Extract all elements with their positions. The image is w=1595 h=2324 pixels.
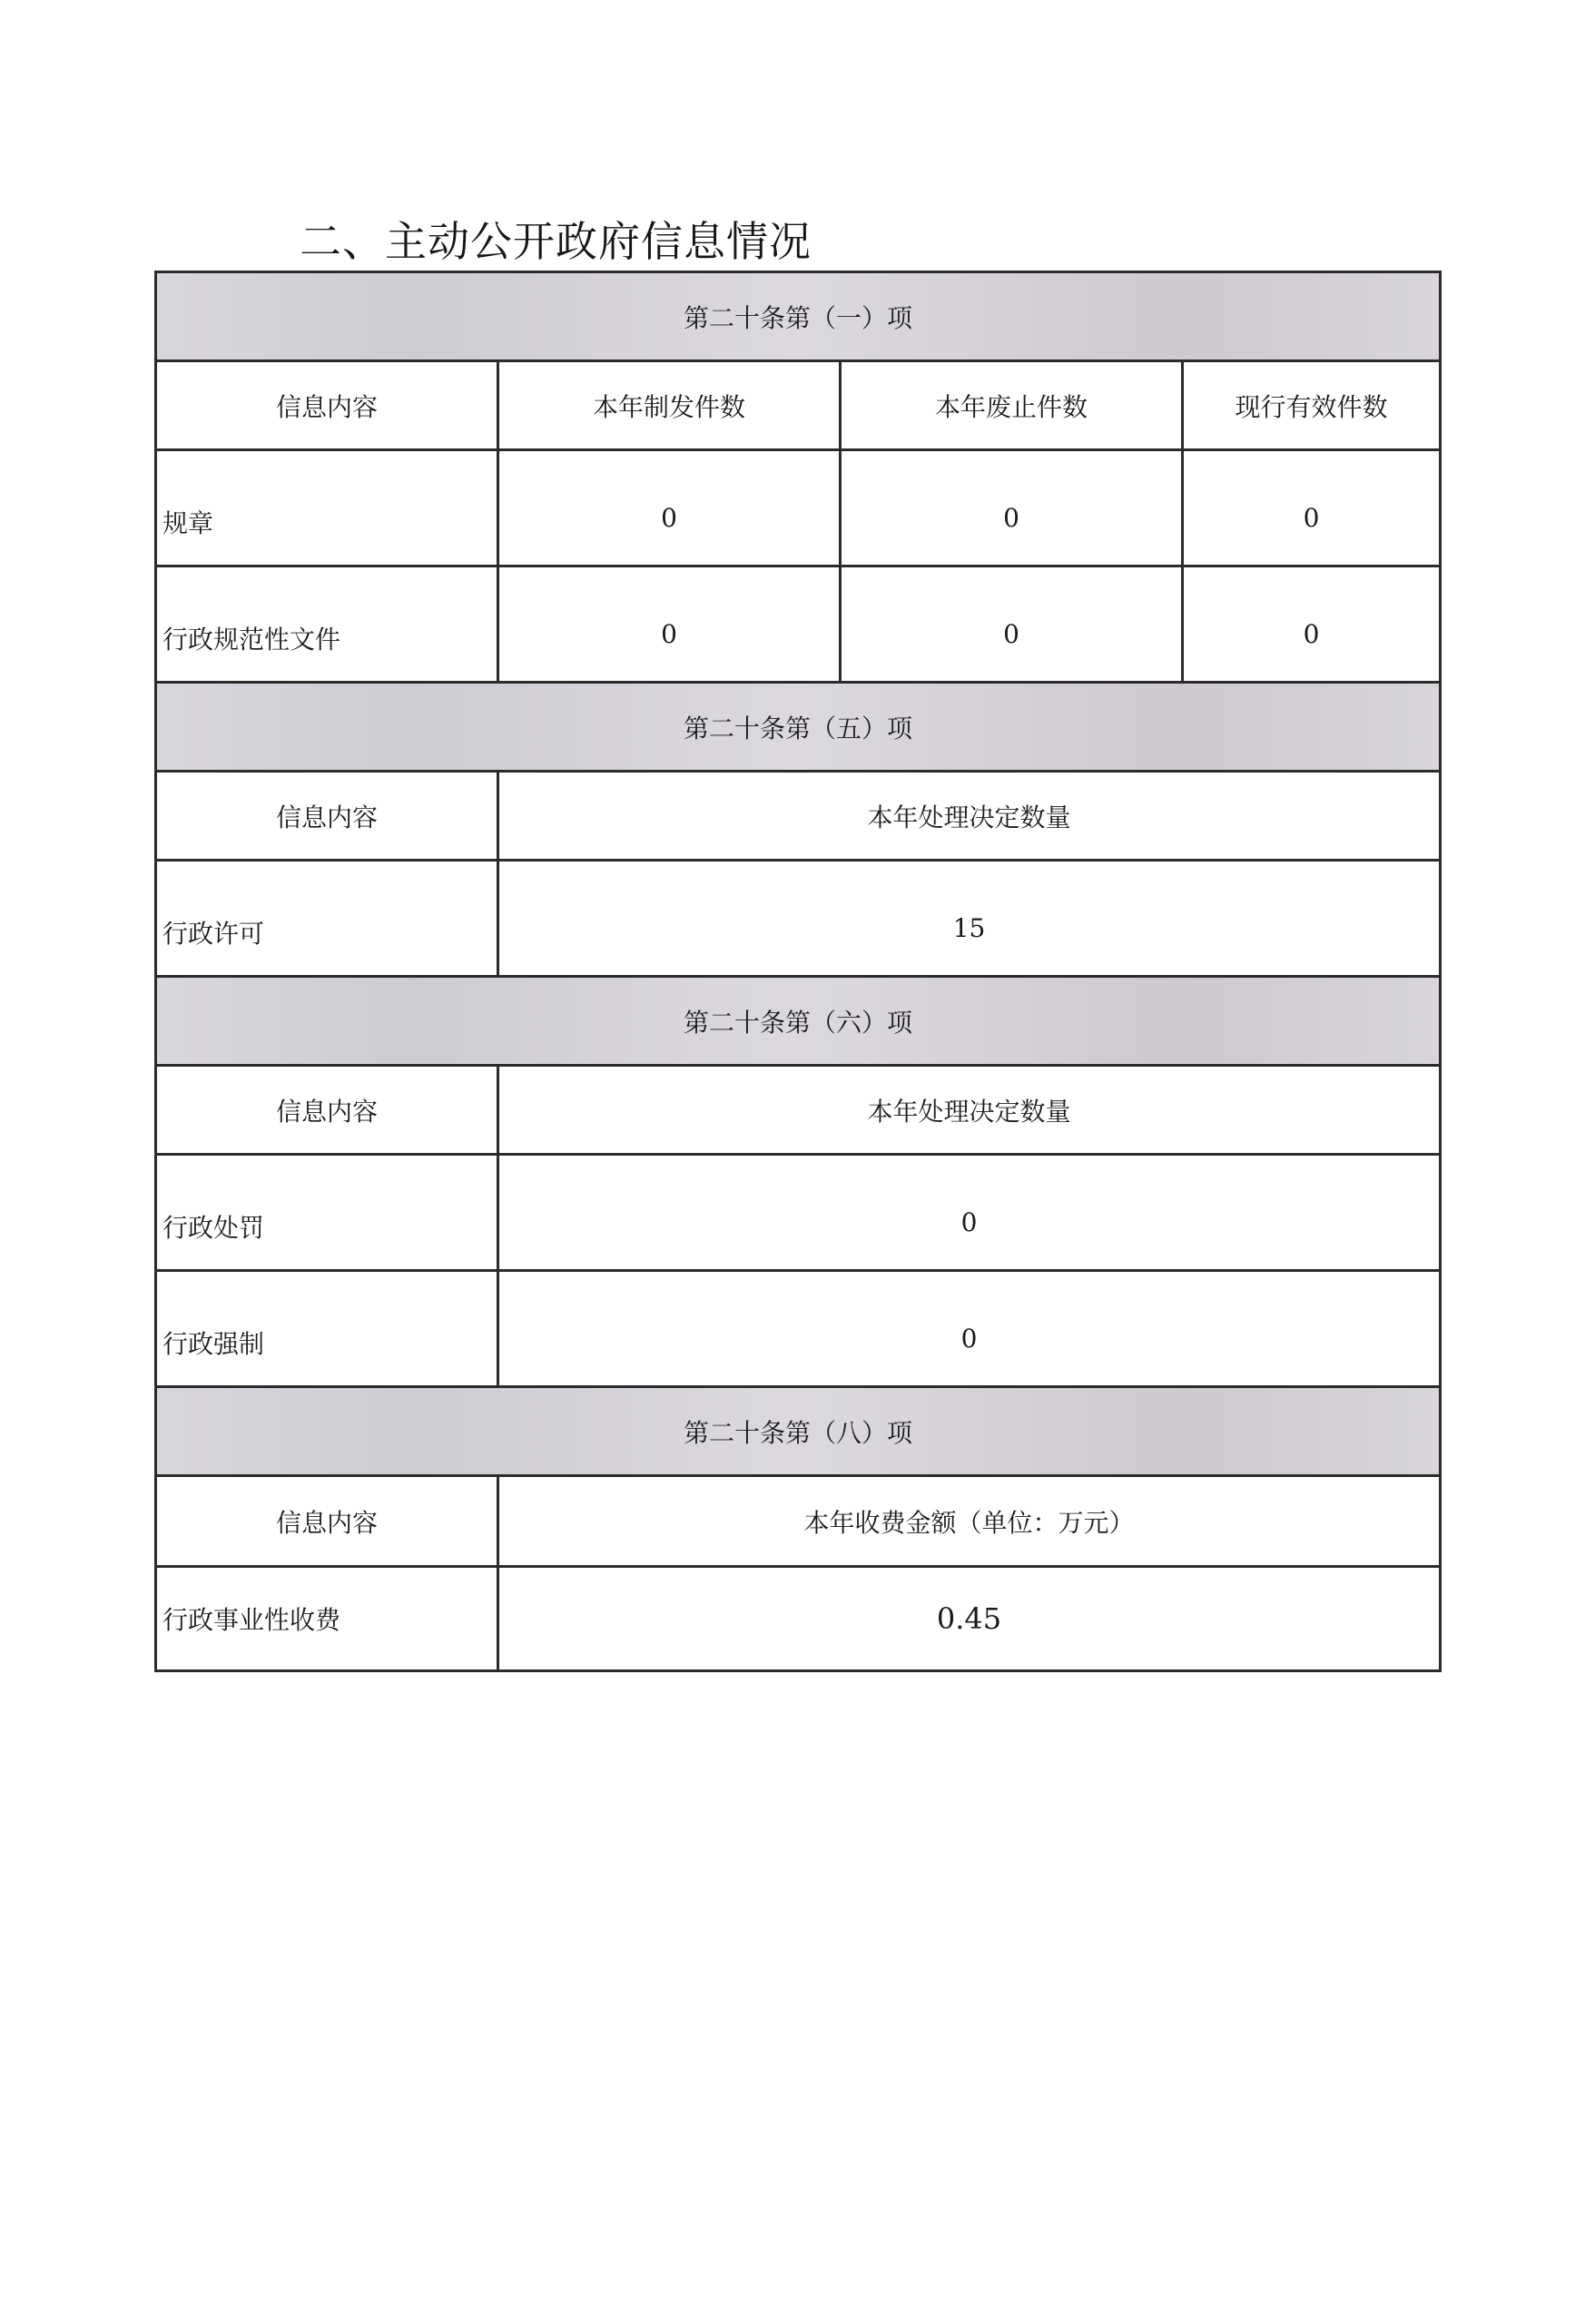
section-header: 第二十条第（一）项 [156,272,1441,361]
page-title: 二、主动公开政府信息情况 [300,217,812,266]
disclosure-table [154,271,1442,1672]
column-header-row [156,361,1441,450]
column-header: 信息内容 [156,772,498,861]
cell-value: 0.45 [498,1567,1441,1671]
column-header: 本年废止件数 [841,361,1183,450]
row-label: 行政规范性文件 [156,566,498,683]
column-header: 信息内容 [156,361,498,450]
column-header: 信息内容 [156,1476,498,1567]
column-header: 现行有效件数 [1183,361,1441,450]
section-header: 第二十条第（八）项 [156,1387,1441,1476]
table-row [156,861,1441,977]
cell-value: 0 [841,566,1183,683]
column-header: 本年收费金额（单位：万元） [498,1476,1441,1567]
column-header: 本年制发件数 [498,361,841,450]
section-header: 第二十条第（五）项 [156,683,1441,772]
table-row [156,1567,1441,1671]
cell-value: 0 [1183,450,1441,566]
cell-value: 0 [498,1155,1441,1271]
section-header: 第二十条第（六）项 [156,977,1441,1066]
column-header-row [156,772,1441,861]
cell-value: 0 [498,1271,1441,1387]
cell-value: 0 [841,450,1183,566]
table-row [156,1155,1441,1271]
row-label: 规章 [156,450,498,566]
cell-value: 0 [1183,566,1441,683]
section-header-row [156,977,1441,1066]
column-header: 信息内容 [156,1066,498,1155]
column-header-row [156,1476,1441,1567]
table-row [156,1271,1441,1387]
row-label: 行政处罚 [156,1155,498,1271]
cell-value: 0 [498,566,841,683]
section-header-row [156,272,1441,361]
section-header-row [156,1387,1441,1476]
cell-value: 0 [498,450,841,566]
table-row [156,450,1441,566]
column-header-row [156,1066,1441,1155]
row-label: 行政事业性收费 [156,1567,498,1671]
section-header-row [156,683,1441,772]
table-row [156,566,1441,683]
cell-value: 15 [498,861,1441,977]
column-header: 本年处理决定数量 [498,772,1441,861]
row-label: 行政许可 [156,861,498,977]
column-header: 本年处理决定数量 [498,1066,1441,1155]
row-label: 行政强制 [156,1271,498,1387]
